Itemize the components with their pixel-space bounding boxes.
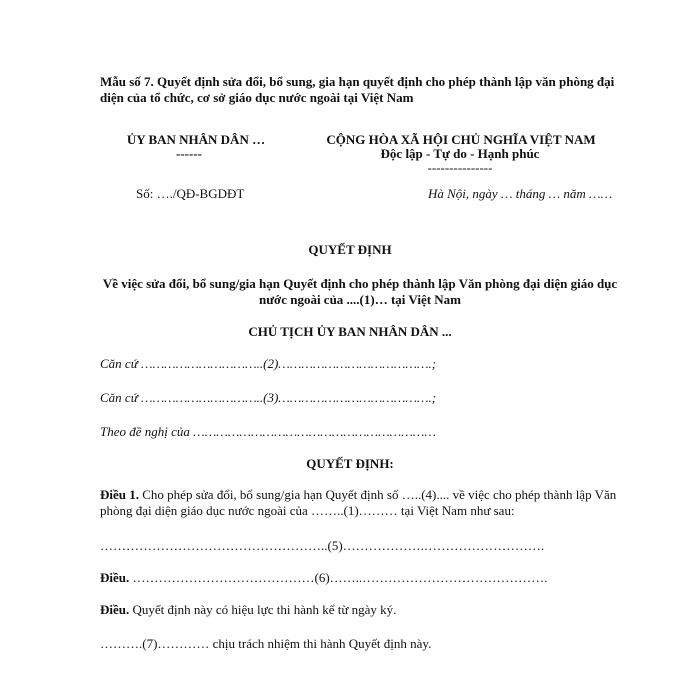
article-effect-label: Điều. (100, 602, 130, 617)
responsibility-line: ……….(7)………… chịu trách nhiệm thi hành Quyết định này. (100, 636, 432, 651)
article-6 (100, 570, 547, 586)
document-number: Số: …./QĐ-BGDĐT (136, 186, 245, 201)
chairman-heading: CHỦ TỊCH ỦY BAN NHÂN DÂN ... (248, 324, 452, 339)
decision-subject: Về việc sửa đổi, bổ sung/gia hạn Quyết định cho phép thành lập Văn phòng đại diện giáo dục nước ngoài của ....(1)… tại Việt Nam (102, 276, 618, 307)
place-and-date: Hà Nội, ngày … tháng … năm …… (428, 186, 613, 201)
article-effect-text: Quyết định này có hiệu lực thi hành kể từ ngày ký. (129, 602, 397, 617)
article-1 (100, 487, 620, 519)
national-motto: Độc lập - Tự do - Hạnh phúc (380, 146, 540, 161)
motto-separator: --------------- (427, 160, 493, 175)
state-name: CỘNG HÒA XÃ HỘI CHỦ NGHĨA VIỆT NAM (326, 132, 596, 147)
article-6-text: ……………………………………(6)……..……………………………………. (129, 570, 548, 585)
article-6-label: Điều. (100, 570, 130, 585)
article-effect (100, 602, 396, 618)
agency-separator: ------ (176, 146, 202, 161)
legal-basis-2: Căn cứ …………………………..(3)………………………………….; (100, 390, 437, 405)
decision-title: QUYẾT ĐỊNH (308, 242, 392, 257)
article-1-content-placeholder: ……………………………………………..(5)……………….………………………. (100, 538, 545, 553)
proposal-line: Theo đề nghị của ……………………………………………………… (100, 424, 436, 439)
legal-basis-1: Căn cứ …………………………..(2)………………………………….; (100, 356, 437, 371)
agency-name: ỦY BAN NHÂN DÂN … (126, 132, 266, 147)
decides-heading: QUYẾT ĐỊNH: (306, 456, 394, 471)
article-1-text: Cho phép sửa đổi, bổ sung/gia hạn Quyết định số …..(4).... về việc cho phép thành lập Văn phòng đại diện giáo dục nước ngoài của ……..(1)……… tại Việt Nam như sau: (100, 487, 617, 518)
article-1-label: Điều 1. (100, 487, 139, 502)
form-title: Mẫu số 7. Quyết định sửa đổi, bổ sung, gia hạn quyết định cho phép thành lập văn phòng đại diện của tổ chức, cơ sở giáo dục nước ngoài tại Việt Nam (100, 74, 615, 105)
